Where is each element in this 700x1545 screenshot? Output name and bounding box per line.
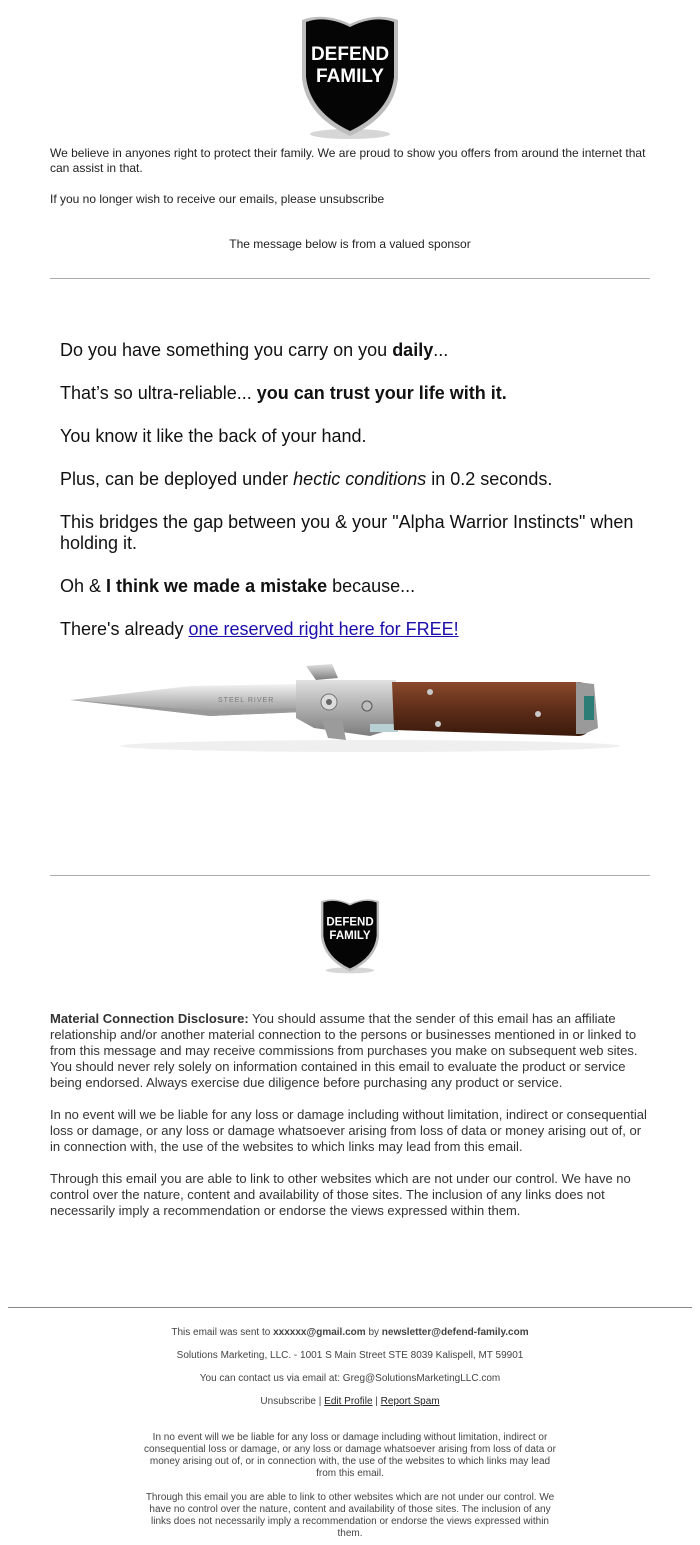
unsubscribe-footer-link[interactable]: Unsubscribe — [260, 1396, 316, 1407]
disclosure-section — [50, 1011, 650, 1219]
recipient-email: xxxxxx@gmail.com — [273, 1327, 366, 1338]
footer-legal-1: In no event will we be liable for any loss or damage including without limitation, indirect or consequential loss or damage, or any loss or damage whatsoever arising from loss of data or money arising out of, or in connection with, the use of the websites to which links may lead from this email. — [144, 1432, 556, 1479]
ad-line-4: Plus, can be deployed under hectic conditions in 0.2 seconds. — [60, 469, 553, 489]
intro-paragraph: We believe in anyones right to protect their family. We are proud to show you offers from around the internet that can assist in that. — [50, 146, 646, 175]
disclosure-paragraph-1: Material Connection Disclosure: You should assume that the sender of this email has an affiliate relationship and/or another material connection to the persons or businesses mentioned in or linked to from this message and may receive commissions from purchases you make on subsequent web sites. You should never rely solely on information contained in this email to evaluate the product or service being endorsed. Always exercise due diligence before purchasing any product or service. — [50, 1011, 638, 1090]
footer-contact: You can contact us via email at: Greg@SolutionsMarketingLLC.com — [199, 1373, 501, 1384]
disclosure-paragraph-2: In no event will we be liable for any loss or damage including without limitation, indirect or consequential loss or damage, or any loss or damage whatsoever arising from loss of data or money arising out of, or in connection with, the use of the websites to which links may lead from this email. — [50, 1107, 647, 1154]
divider-top — [50, 278, 650, 279]
ad-copy — [50, 340, 650, 640]
sender-email: newsletter@defend-family.com — [381, 1327, 529, 1338]
ad-line-4-italic: hectic conditions — [293, 469, 427, 489]
ad-line-3: You know it like the back of your hand. — [60, 426, 367, 446]
report-spam-link[interactable]: Report Spam — [380, 1396, 440, 1407]
disclosure-heading: Material Connection Disclosure: — [50, 1011, 249, 1026]
footer-legal-2: Through this email you are able to link to other websites which are not under our control. We have no control over the nature, content and availability of those sites. The inclusion of any links does not necessarily imply a recommendation or endorse the views expressed within them. — [145, 1492, 555, 1539]
defend-family-shield-logo-small — [316, 894, 384, 974]
defend-family-shield-logo — [294, 8, 406, 140]
unsubscribe-link[interactable]: unsubscribe — [319, 192, 385, 206]
divider-bottom — [50, 875, 650, 876]
footer-content — [140, 1327, 560, 1540]
intro-section — [50, 146, 650, 207]
knife-product-image[interactable] — [70, 658, 630, 778]
logo-text-line2: FAMILY — [316, 66, 384, 87]
logo-small-text-line2: FAMILY — [329, 929, 371, 942]
footer-links: Unsubscribe | Edit Profile | Report Spam — [260, 1396, 440, 1407]
free-offer-link[interactable]: one reserved right here for FREE! — [188, 619, 459, 639]
unsubscribe-prefix: If you no longer wish to receive our emails, please — [50, 192, 317, 206]
ad-line-1: Do you have something you carry on you daily... — [60, 340, 449, 360]
ad-line-1-bold: daily — [392, 340, 434, 360]
edit-profile-link[interactable]: Edit Profile — [324, 1396, 373, 1407]
ad-line-7: There's already one reserved right here for FREE! — [60, 619, 459, 639]
footer-address: Solutions Marketing, LLC. - 1001 S Main Street STE 8039 Kalispell, MT 59901 — [176, 1350, 524, 1361]
footer-sent-line: This email was sent to xxxxxx@gmail.com by newsletter@defend-family.com — [171, 1327, 529, 1338]
logo-text-line1: DEFEND — [310, 44, 390, 65]
logo-small-text-line1: DEFEND — [326, 916, 374, 929]
sponsor-note: The message below is from a valued sponsor — [229, 237, 471, 251]
footer-divider — [8, 1307, 692, 1308]
disclosure-paragraph-3: Through this email you are able to link to other websites which are not under our control. We have no control over the nature, content and availability of those sites. The inclusion of any links does not necessarily imply a recommendation or endorse the views expressed within them. — [50, 1171, 631, 1218]
email-footer — [0, 1307, 700, 1540]
ad-line-2: That’s so ultra-reliable... you can trust your life with it. — [60, 383, 507, 403]
ad-line-6: Oh & I think we made a mistake because... — [60, 576, 416, 596]
ad-line-2-bold: you can trust your life with it. — [256, 383, 507, 403]
unsubscribe-line — [50, 192, 650, 207]
email-content — [50, 8, 650, 1219]
blade-engraving: STEEL RIVER — [218, 697, 275, 704]
ad-line-5: This bridges the gap between you & your "Alpha Warrior Instincts" when holding it. — [60, 512, 634, 553]
ad-line-6-bold: I think we made a mistake — [106, 576, 328, 596]
